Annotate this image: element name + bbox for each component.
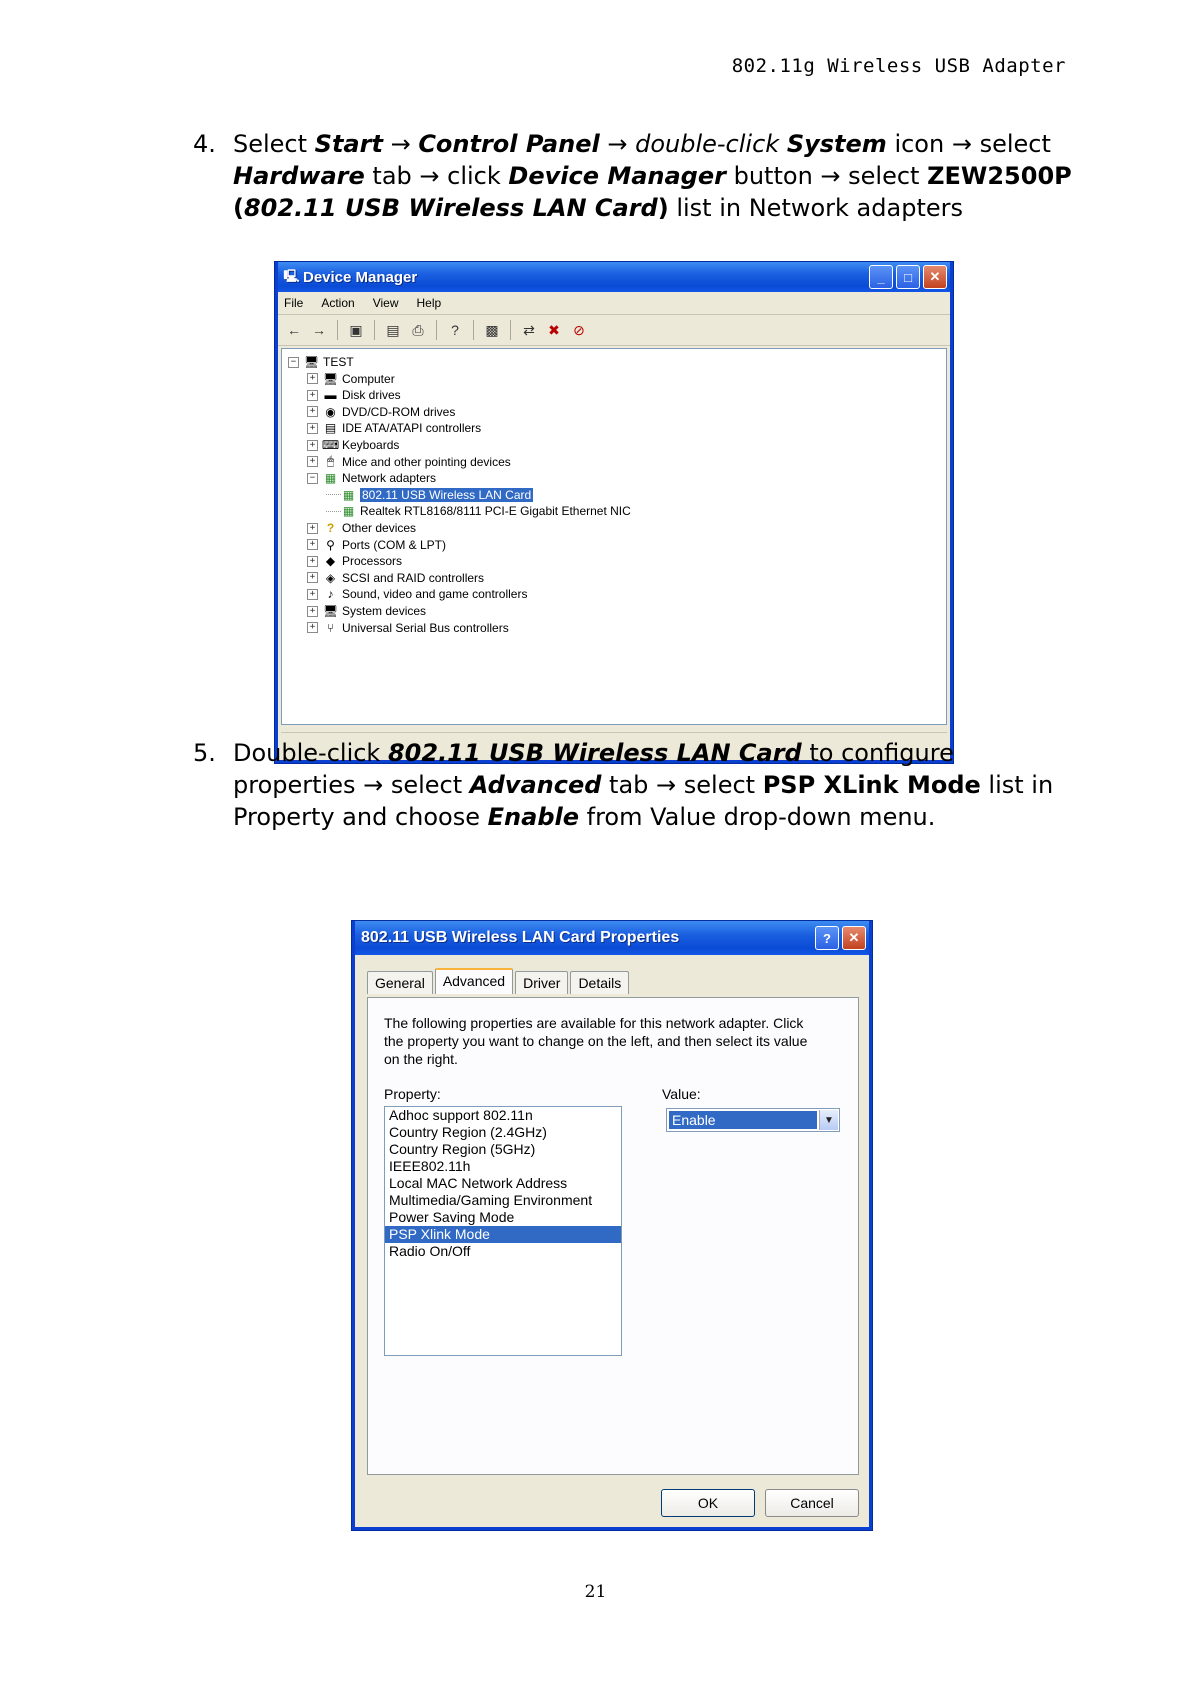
tree-item[interactable] [307,552,402,570]
step-4 [193,128,1073,224]
step-text-run: Double-click [233,739,388,767]
tree-item[interactable] [307,602,426,620]
update-driver-icon[interactable]: ⇄ [523,321,535,338]
tree-item-label: 802.11 USB Wireless LAN Card [362,487,532,502]
device-tree[interactable] [281,348,947,725]
step-text [233,737,1073,833]
tree-item-label: Universal Serial Bus controllers [342,620,509,635]
step-text-run [779,130,787,158]
running-header: 802.11g Wireless USB Adapter [731,55,1066,77]
ide-controller-icon: ▤ [324,421,337,436]
menu-file[interactable]: File [284,296,304,310]
menu-view[interactable]: View [372,296,399,310]
tree-item[interactable] [307,536,446,554]
tree-item-label: Sound, video and game controllers [342,587,528,602]
property-list-item[interactable]: Country Region (2.4GHz) [389,1124,547,1140]
title-bar [278,262,950,292]
step-text-run: list in Property and [233,771,1054,831]
question-icon: ? [326,521,335,535]
step-text-run: to configure properties → [233,739,954,799]
tab-driver[interactable]: Driver [515,971,568,994]
menu-bar [278,292,950,315]
tree-item[interactable] [326,486,533,504]
disk-icon: ▬ [324,388,337,403]
tree-item-label: IDE ATA/ATAPI controllers [342,421,482,436]
tree-item[interactable] [307,619,509,637]
tree-item[interactable] [307,419,481,437]
property-list-item[interactable]: IEEE802.11h [389,1158,471,1174]
collapse-icon[interactable]: − [288,357,299,368]
advanced-panel [367,997,859,1475]
menu-action[interactable]: Action [321,296,355,310]
tree-item[interactable] [307,569,484,587]
property-list-item[interactable]: Country Region (5GHz) [389,1141,536,1157]
expand-icon[interactable]: + [307,622,318,633]
uninstall-icon[interactable]: ✖ [548,321,560,338]
back-icon[interactable]: ← [287,322,301,338]
tree-item-label: Processors [342,554,403,569]
network-adapter-icon: ▦ [342,487,355,502]
value-selected: Enable [669,1111,817,1129]
ok-button[interactable]: OK [661,1489,755,1517]
tree-item[interactable] [307,436,399,454]
port-icon: ⚲ [326,537,335,552]
scan-hardware-icon[interactable]: ▩ [485,321,499,338]
menu-help[interactable]: Help [416,296,442,310]
mouse-icon: 🖱 [326,454,335,469]
tree-item[interactable] [307,469,436,487]
tree-item[interactable] [307,386,401,404]
tree-item-label: SCSI and RAID controllers [342,570,485,585]
expand-icon[interactable]: + [307,606,318,617]
step-text-run: Device Manager [508,162,726,190]
property-list-item[interactable]: Multimedia/Gaming Environment [389,1192,593,1208]
expand-icon[interactable]: + [307,406,318,417]
tree-item-label: Keyboards [342,438,400,452]
tree-item[interactable] [288,353,354,371]
property-list-item[interactable]: Radio On/Off [389,1243,471,1259]
step-text-run: → [382,130,419,158]
step-text-run: → [599,130,636,158]
tree-item-label: Realtek RTL8168/8111 PCI-E Gigabit Ethernet NIC [360,504,631,519]
step-text-run: icon → select [886,130,1051,158]
step-text-run: Hardware [233,162,365,190]
computer-icon: 🖥 [322,371,339,386]
forward-icon[interactable]: → [312,322,326,338]
expand-icon[interactable]: + [307,390,318,401]
network-adapter-icon: ▦ [342,504,355,519]
tree-item[interactable] [307,519,416,537]
cdrom-icon: ◉ [325,404,336,419]
step-text-run: from Value drop-down menu. [579,803,936,831]
tree-item-label: Mice and other pointing devices [342,454,511,469]
property-list[interactable] [384,1106,622,1356]
expand-icon[interactable]: + [307,556,318,567]
step-text [233,128,1073,224]
device-manager-icon: 🖳 [283,268,300,283]
step-text-run: ( [233,194,244,222]
close-button[interactable]: ✕ [923,265,947,289]
close-button[interactable]: ✕ [842,926,866,950]
tab-advanced[interactable]: Advanced [435,968,513,994]
step-text-run: Enable [487,803,579,831]
step-text-run: double-click [635,130,780,158]
property-list-item[interactable]: Local MAC Network Address [389,1175,568,1191]
step-text-run: ) [657,194,669,222]
step-text-run: button → select [725,162,928,190]
step-text-run: System [786,130,887,158]
tree-item[interactable] [307,370,395,388]
step-text-run: tab → select [601,771,763,799]
step-number: 4. [193,130,216,158]
tree-item[interactable] [307,585,527,603]
chevron-down-icon[interactable]: ▼ [819,1110,838,1130]
step-text-run: Control Panel [418,130,600,158]
sound-icon: ♪ [327,587,334,602]
expand-icon[interactable]: + [307,589,318,600]
tree-item-label: System devices [342,604,427,618]
title-bar [355,921,869,955]
cancel-button[interactable]: Cancel [765,1489,859,1517]
collapse-icon[interactable]: − [307,473,318,484]
tree-item[interactable] [307,453,511,471]
step-text-run: PSP XLink Mode [762,771,981,799]
usb-icon: ⑂ [326,620,335,635]
step-text-run: 802.11 USB Wireless LAN Card [387,739,802,767]
description: The following properties are available for this network adapter. Click the property you want to change on the left, and then select its value on the right. [384,1015,808,1067]
keyboard-icon: ⌨ [321,438,340,452]
window-title: Device Manager [303,268,418,286]
device-manager-window [275,262,953,763]
processor-icon: ◆ [325,554,336,569]
scsi-icon: ◈ [325,570,336,585]
help-button[interactable]: ? [815,926,839,950]
tree-item-label: Other devices [342,521,417,535]
step-text-run: Start [314,130,383,158]
print-icon[interactable]: ⎙ [412,321,424,338]
properties-dialog [352,921,872,1530]
value-label: Value: [662,1086,701,1102]
help-icon[interactable]: ? [451,322,459,338]
tab-strip [367,971,631,994]
system-icon: 🖥 [322,604,339,618]
expand-icon[interactable]: + [307,423,318,434]
network-adapter-icon: ▦ [324,471,337,486]
property-label: Property: [384,1086,441,1102]
tree-item[interactable] [307,403,455,421]
tree-item-label: Computer [342,371,395,386]
expand-icon[interactable]: + [307,373,318,384]
step-text-run: ZEW2500P [927,162,1072,190]
disable-icon[interactable]: ⊘ [573,321,585,338]
tree-item-label: Disk drives [342,388,401,403]
tree-item-label: DVD/CD-ROM drives [342,404,456,419]
dialog-title: 802.11 USB Wireless LAN Card Properties [361,929,680,946]
toolbar [278,315,950,346]
expand-icon[interactable]: + [307,456,318,467]
show-hide-tree-icon[interactable]: ▣ [349,321,363,338]
page-number: 21 [584,1582,607,1602]
computer-icon: 🖥 [303,355,320,369]
step-text-run: Select [233,130,315,158]
step-text-run: 802.11 USB Wireless LAN Card [243,194,658,222]
step-text-run: Advanced [469,771,602,799]
tree-item-label: Network adapters [342,471,437,486]
minimize-button[interactable]: _ [869,265,893,289]
maximize-button[interactable]: □ [896,265,920,289]
expand-icon[interactable]: + [307,539,318,550]
step-text-run: select [390,771,470,799]
tab-details[interactable]: Details [570,971,629,994]
tree-item[interactable] [326,502,631,520]
property-list-item[interactable]: Power Saving Mode [389,1209,515,1225]
step-number: 5. [193,739,216,767]
tree-item-label: TEST [323,355,354,369]
tab-general[interactable]: General [367,971,433,994]
value-dropdown[interactable] [666,1108,840,1132]
properties-icon[interactable]: ▤ [386,321,400,338]
expand-icon[interactable]: + [307,523,318,534]
step-text-run: list in Network adapters [668,194,963,222]
step-5 [193,737,1073,833]
tree-item-label: Ports (COM & LPT) [342,537,447,552]
property-list-item[interactable]: PSP Xlink Mode [385,1226,621,1243]
step-text-run: choose [394,803,488,831]
expand-icon[interactable]: + [307,572,318,583]
step-text-run: tab → click [364,162,509,190]
property-list-item[interactable]: Adhoc support 802.11n [389,1107,533,1123]
expand-icon[interactable]: + [307,440,318,451]
